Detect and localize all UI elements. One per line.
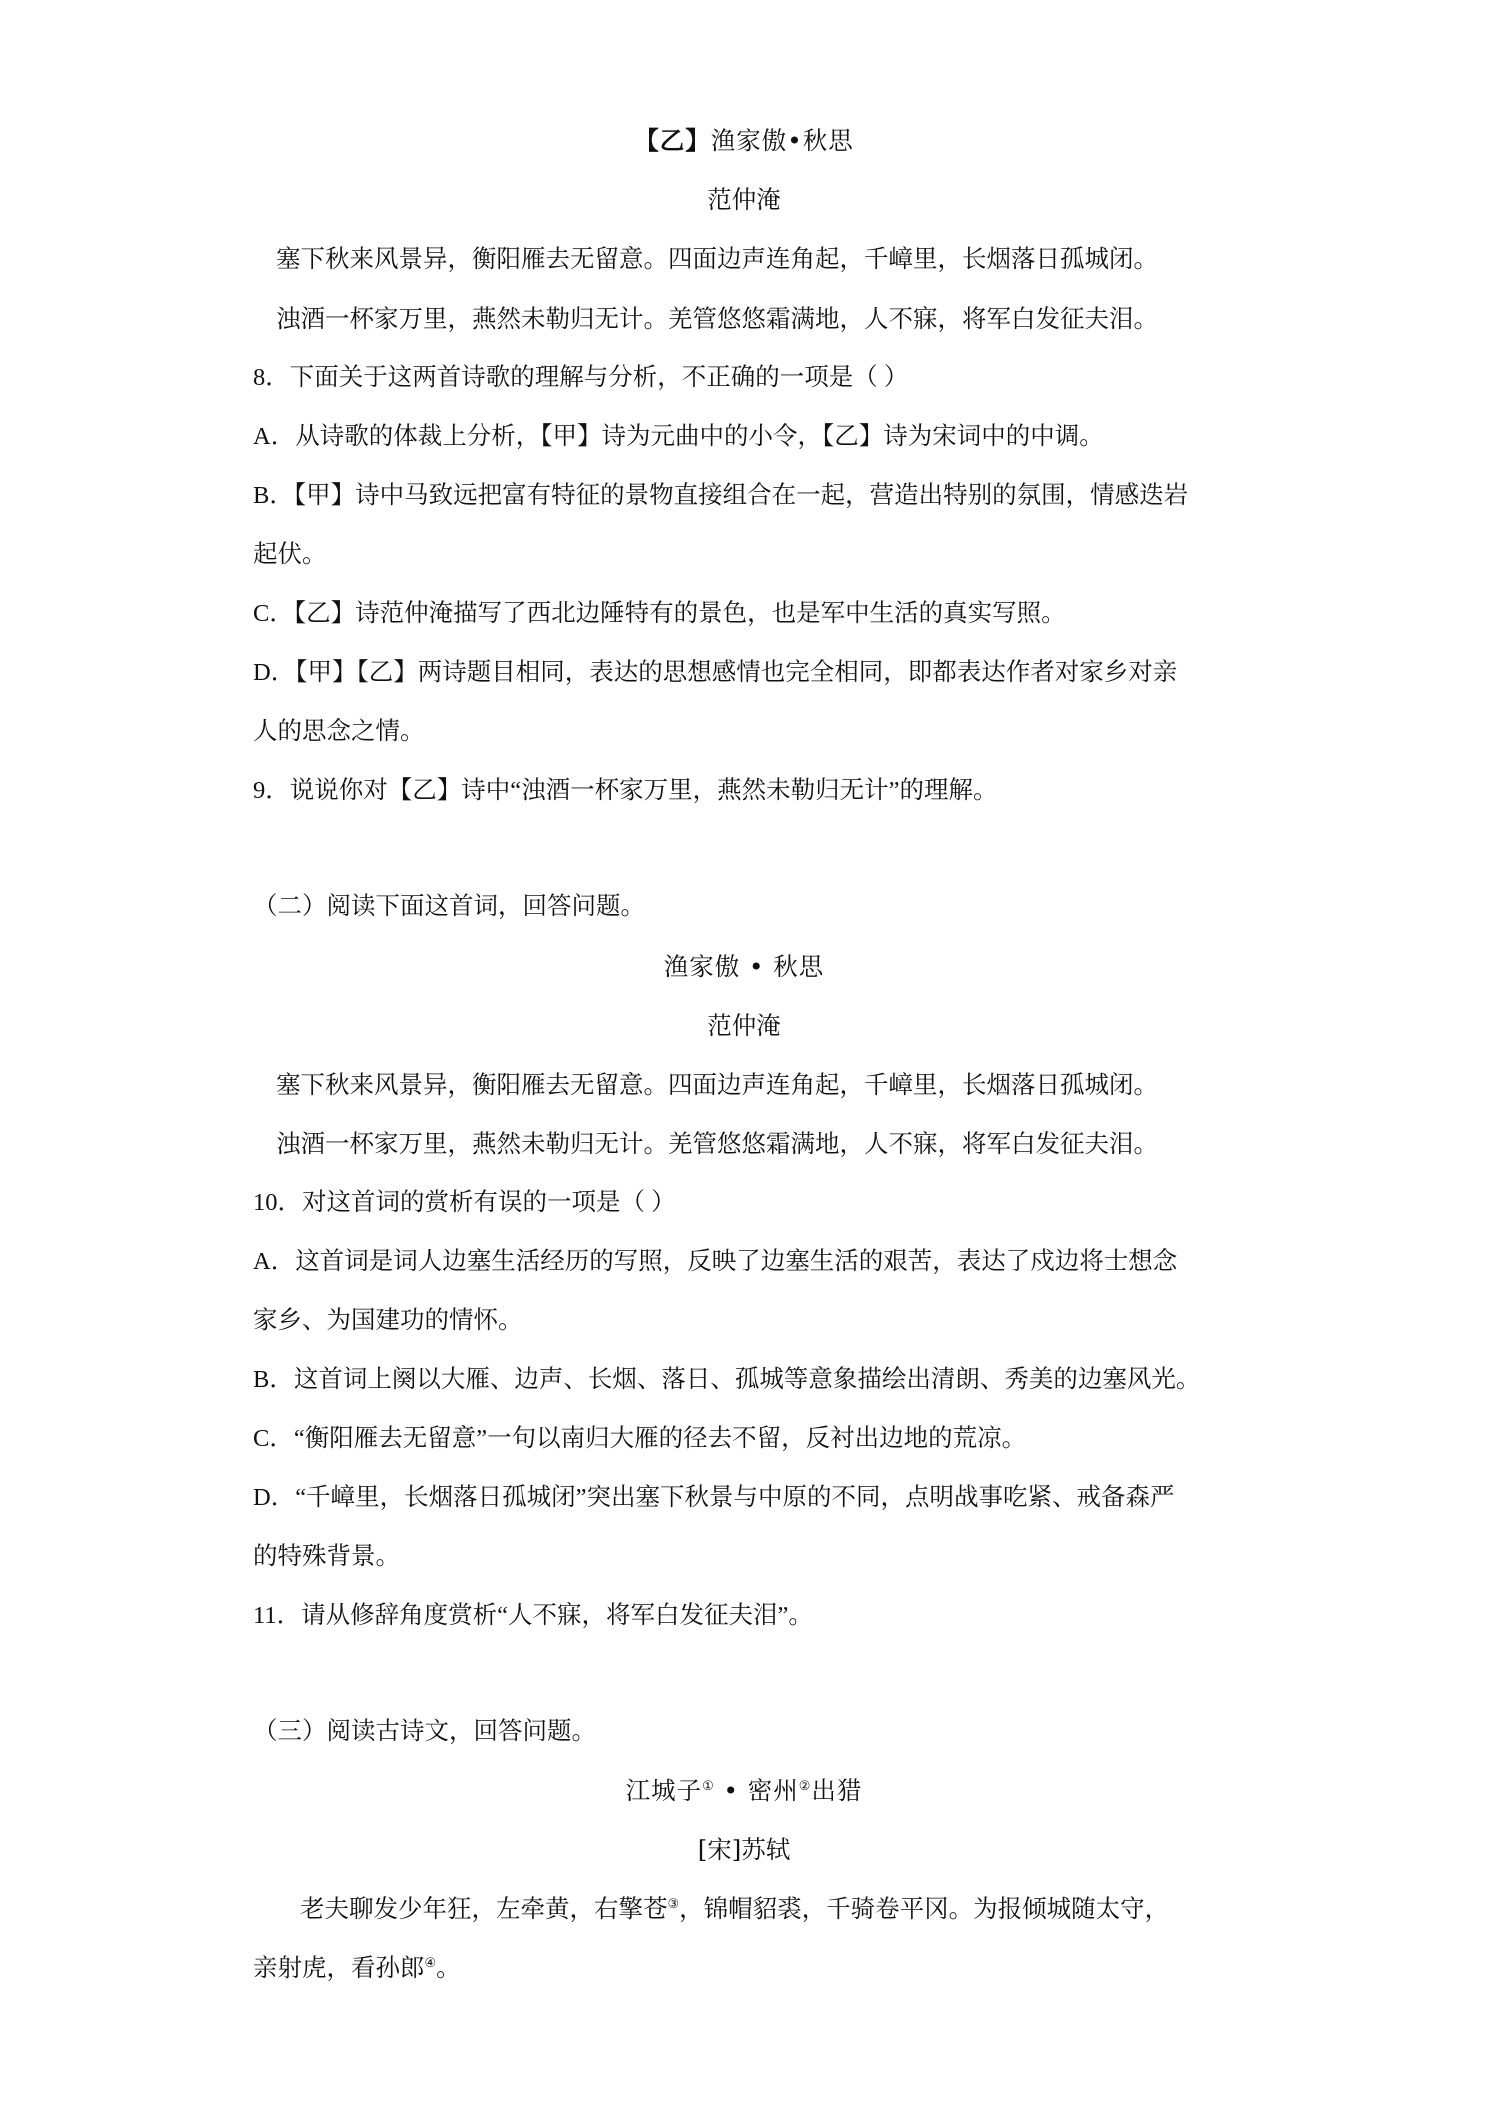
footnote-marker-3: ③ [667,1896,680,1912]
q8-option-b-line-1: B．【甲】诗中马致远把富有特征的景物直接组合在一起，营造出特别的氛围，情感迭岩 [253,482,1189,509]
section3-intro: （三）阅读古诗文，回答问题。 [253,1718,596,1745]
section2-author: 范仲淹 [707,1011,781,1040]
q8-option-a: A．从诗歌的体裁上分析，【甲】诗为元曲中的小令，【乙】诗为宋词中的中调。 [253,423,1104,450]
q8-stem: 8．下面关于这两首诗歌的理解与分析，不正确的一项是（ ） [253,364,909,391]
poem-yi-title-prefix: 【乙】 [634,126,711,155]
q10-option-b: B．这首词上阕以大雁、边声、长烟、落日、孤城等意象描绘出清朗、秀美的边塞风光。 [253,1366,1201,1393]
q10-option-c: C．“衡阳雁去无留意”一句以南归大雁的径去不留，反衬出边地的荒凉。 [253,1425,1027,1452]
poem-yi-title-text: 渔家傲•秋思 [710,126,854,155]
q8-option-d-line-1: D．【甲】【乙】两诗题目相同，表达的思想感情也完全相同，即都表达作者对家乡对亲 [253,659,1178,686]
section3-author: [宋]苏轼 [697,1835,791,1864]
section2-title: 渔家傲 • 秋思 [663,952,825,981]
q10-stem: 10．对这首词的赏析有误的一项是（ ） [253,1189,676,1216]
poem-yi-line-1: 塞下秋来风景异，衡阳雁去无留意。四面边声连角起，千嶂里，长烟落日孤城闭。 [276,244,1158,273]
q10-option-d-line-1: D．“千嶂里，长烟落日孤城闭”突出塞下秋景与中原的不同，点明战事吃紧、戒备森严 [253,1484,1175,1511]
section2-line-1: 塞下秋来风景异，衡阳雁去无留意。四面边声连角起，千嶂里，长烟落日孤城闭。 [276,1070,1158,1099]
section3-line-2-b: 。 [436,1953,461,1982]
footnote-marker-4: ④ [424,1955,437,1971]
section3-title [0,1774,1488,1808]
footnote-marker-1: ① [702,1778,715,1794]
section3-title-b: • 密州 [714,1776,799,1805]
q8-option-c: C．【乙】诗范仲淹描写了西北边陲特有的景色，也是军中生活的真实写照。 [253,600,1066,627]
section2-line-2: 浊酒一杯家万里，燕然未勒归无计。羌管悠悠霜满地，人不寐，将军白发征夫泪。 [276,1129,1158,1158]
poem-yi-line-2: 浊酒一杯家万里，燕然未勒归无计。羌管悠悠霜满地，人不寐，将军白发征夫泪。 [276,304,1158,333]
section3-title-c: 出猎 [811,1776,863,1805]
q10-option-a-line-2: 家乡、为国建功的情怀。 [253,1307,523,1334]
q8-option-d-line-2: 人的思念之情。 [253,718,425,745]
footnote-marker-2: ② [798,1778,812,1794]
section2-intro: （二）阅读下面这首词，回答问题。 [253,893,645,920]
section3-line-2 [253,1951,461,1985]
q9-stem: 9．说说你对【乙】诗中“浊酒一杯家万里，燕然未勒归无计”的理解。 [253,777,998,804]
section3-line-2-a: 亲射虎，看孙郎 [253,1953,425,1982]
q10-option-d-line-2: 的特殊背景。 [253,1543,400,1570]
section3-line-1-a: 老夫聊发少年狂，左牵黄，右擎苍 [300,1894,668,1923]
poem-yi-author: 范仲淹 [707,185,781,214]
poem-yi-title [0,124,1488,158]
q11-stem: 11．请从修辞角度赏析“人不寐，将军白发征夫泪”。 [253,1602,813,1629]
q8-option-b-line-2: 起伏。 [253,541,327,568]
q10-option-a-line-1: A．这首词是词人边塞生活经历的写照，反映了边塞生活的艰苦，表达了戍边将士想念 [253,1248,1178,1275]
section3-line-1-b: ，锦帽貂裘，千骑卷平冈。为报倾城随太守， [679,1894,1170,1923]
section3-title-a: 江城子 [625,1776,703,1805]
section3-line-1 [300,1892,1169,1926]
